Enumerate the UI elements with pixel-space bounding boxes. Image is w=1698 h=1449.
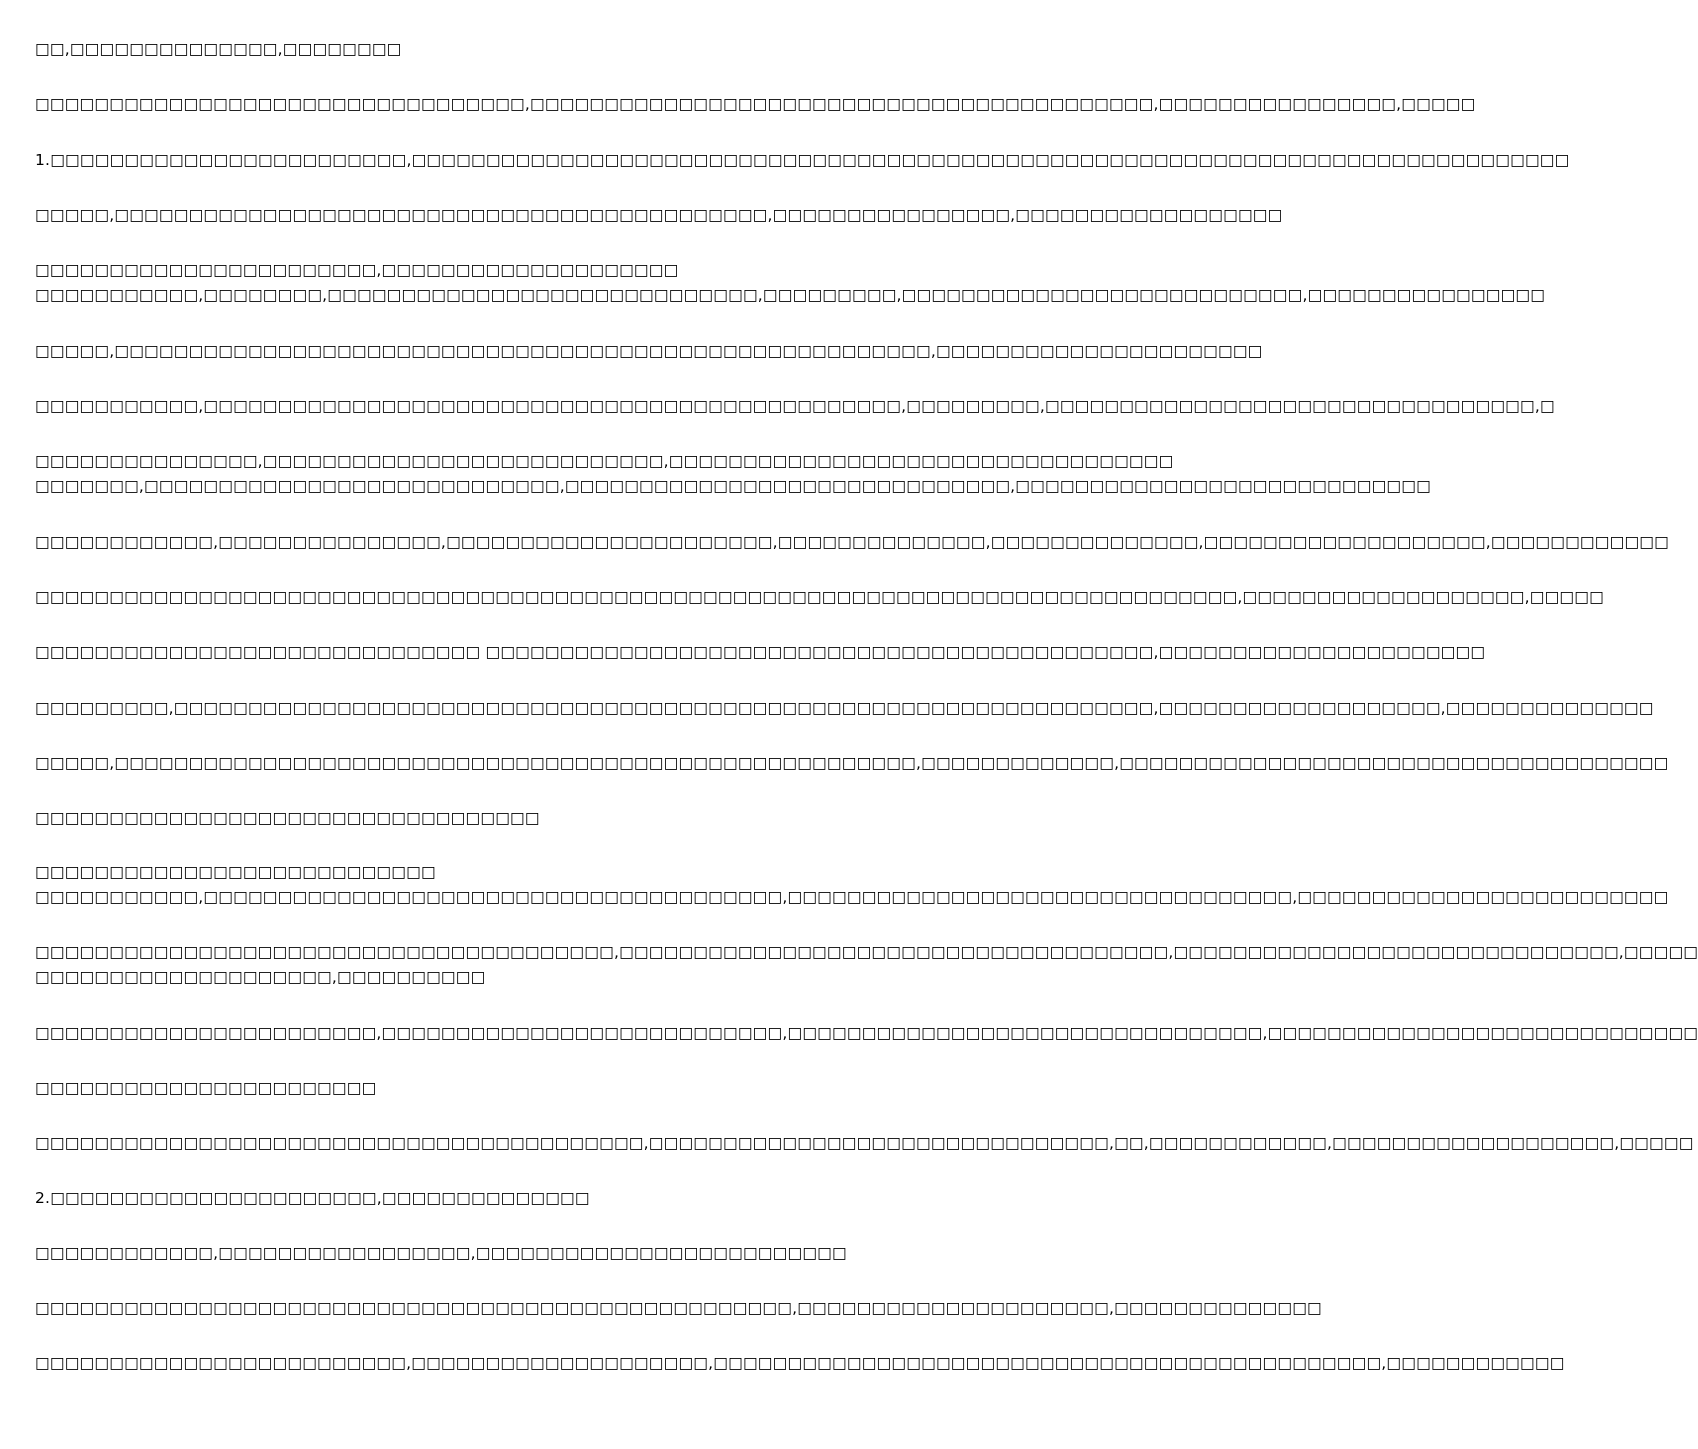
text-line: □□□□□□□□□□□□□□□□□□□□□□□ [35,1079,377,1097]
text-line: □□□□□,□□□□□□□□□□□□□□□□□□□□□□□□□□□□□□□□□□□□□□□□□□□□□□□□□□□□□□,□□□□□□□□□□□□□,□□□□□□□□□□□□□□□□□□□□□□□□□□□□□□□□□□□□□ [35,754,1669,772]
text-line: □□□□□□□□□□□,□□□□□□□□□□□□□□□□□□□□□□□□□□□□□□□□□□□□□□□,□□□□□□□□□□□□□□□□□□□□□□□□□□□□□□□□□□,□□□□□□□□□□□□□□□□□□□□□□□□□ [35,888,1669,906]
text-line: □□□□□□□□□,□□□□□□□□□□□□□□□□□□□□□□□□□□□□□□□□□□□□□□□□□□□□□□□□□□□□□□□□□□□□□□□□□□,□□□□□□□□□□□□□□□□□□□,□□□□□□□□□□□□□□ [35,699,1654,717]
text-line: □□□□□□□□□□□□□□□□□□□□□□□□□□□□□□□□□□□□□□□□□□□□□□□□□□□,□□□□□□□□□□□□□□□□□□□□□,□□□□□□□□□□□□□□ [35,1299,1322,1317]
text-line: □□□□□□□□□□□□□□□□□□□□□□□□□□□ [35,863,436,881]
text-line: □□□□□□□□□□□□□□□□□□□□□□□□□□□□□□ □□□□□□□□□□□□□□□□□□□□□□□□□□□□□□□□□□□□□□□□□□□□□,□□□□□□□□□□□□□□□□□□□□□□ [35,643,1486,661]
text-line: □□□□□,□□□□□□□□□□□□□□□□□□□□□□□□□□□□□□□□□□□□□□□□□□□□□□□□□□□□□□□,□□□□□□□□□□□□□□□□□□□□□□ [35,342,1263,360]
text-line: □□□□□□□□□□□□□□□□□□□□□□□□□□□□□□□□□□□□□□□,□□□□□□□□□□□□□□□□□□□□□□□□□□□□□□□□□□□□□,□□□□□□□□□□□□□□□□□□□□□□□□□□□□□□,□□□□□ [35,943,1698,961]
text-line: □□□□□□□□□□□□□□□,□□□□□□□□□□□□□□□□□□□□□□□□□□□,□□□□□□□□□□□□□□□□□□□□□□□□□□□□□□□□□□ [35,452,1174,470]
text-line: □□,□□□□□□□□□□□□□□,□□□□□□□□ [35,40,402,58]
text-line: □□□□□□□□□□□□□□□□□□□□,□□□□□□□□□□ [35,968,486,986]
text-line: 1.□□□□□□□□□□□□□□□□□□□□□□□□,□□□□□□□□□□□□□□□□□□□□□□□□□□□□□□□□□□□□□□□□□□□□□□□□□□□□□□□□□□□□□□□□□□□□□□□□□□□□□□ [35,151,1570,169]
text-line: □□□□□□□□□□□□□□□□□□□□□□□□□□□□□□□□□□□□□□□□□,□□□□□□□□□□□□□□□□□□□□□□□□□□□□□□□,□□,□□□□□□□□□□□□,□□□□□□□□□□□□□□□□□□□,□□□□□ [35,1134,1694,1152]
text-line: □□□□□,□□□□□□□□□□□□□□□□□□□□□□□□□□□□□□□□□□□□□□□□□□□□,□□□□□□□□□□□□□□□□,□□□□□□□□□□□□□□□□□□ [35,206,1283,224]
text-line: □□□□□□□□□□□□□□□□□□□□□□□□□□□□□□□□□□ [35,809,540,827]
text-line: 2.□□□□□□□□□□□□□□□□□□□□□□,□□□□□□□□□□□□□□ [35,1189,590,1207]
text-line: □□□□□□□□□□□□□□□□□□□□□□□□□□□□□□□□□,□□□□□□□□□□□□□□□□□□□□□□□□□□□□□□□□□□□□□□□□□□,□□□□□□□□□□□□□□□□,□□□□□ [35,95,1476,113]
text-line: □□□□□□□□□□□□□□□□□□□□□□□,□□□□□□□□□□□□□□□□□□□□□□□□□□□,□□□□□□□□□□□□□□□□□□□□□□□□□□□□□□□□,□□□□□□□□□□□□□□□□□□□□□□□□□□□□□ [35,1024,1698,1042]
text-line: □□□□□□□□□□□,□□□□□□□□□□□□□□□□□□□□□□□□□□□□□□□□□□□□□□□□□□□□□□□,□□□□□□□□□,□□□□□□□□□□□□□□□□□□□□□□□□□□□□□□□□□,□ [35,397,1555,415]
text-line: □□□□□□□,□□□□□□□□□□□□□□□□□□□□□□□□□□□□,□□□□□□□□□□□□□□□□□□□□□□□□□□□□□□,□□□□□□□□□□□□□□□□□□□□□□□□□□□□ [35,477,1431,495]
text-line: □□□□□□□□□□□□□□□□□□□□□□□□□□□□□□□□□□□□□□□□□□□□□□□□□□□□□□□□□□□□□□□□□□□□□□□□□□□□□□□□□,□□□□□□□□□□□□□□□□□□□,□□□□□ [35,588,1604,606]
text-line: □□□□□□□□□□□□,□□□□□□□□□□□□□□□,□□□□□□□□□□□□□□□□□□□□□□,□□□□□□□□□□□□□□,□□□□□□□□□□□□□□,□□□□□□□□□□□□□□□□□□□,□□□□□□□□□□□□ [35,533,1669,551]
text-line: □□□□□□□□□□□□□□□□□□□□□□□□□,□□□□□□□□□□□□□□□□□□□□,□□□□□□□□□□□□□□□□□□□□□□□□□□□□□□□□□□□□□□□□□□□□□,□□□□□□□□□□□□ [35,1354,1565,1372]
text-line: □□□□□□□□□□□,□□□□□□□□,□□□□□□□□□□□□□□□□□□□□□□□□□□□□□,□□□□□□□□□,□□□□□□□□□□□□□□□□□□□□□□□□□□□,□□□□□□□□□□□□□□□□ [35,286,1546,304]
text-line: □□□□□□□□□□□□□□□□□□□□□□□,□□□□□□□□□□□□□□□□□□□□ [35,261,679,279]
text-line: □□□□□□□□□□□□,□□□□□□□□□□□□□□□□□,□□□□□□□□□□□□□□□□□□□□□□□□□ [35,1244,847,1262]
